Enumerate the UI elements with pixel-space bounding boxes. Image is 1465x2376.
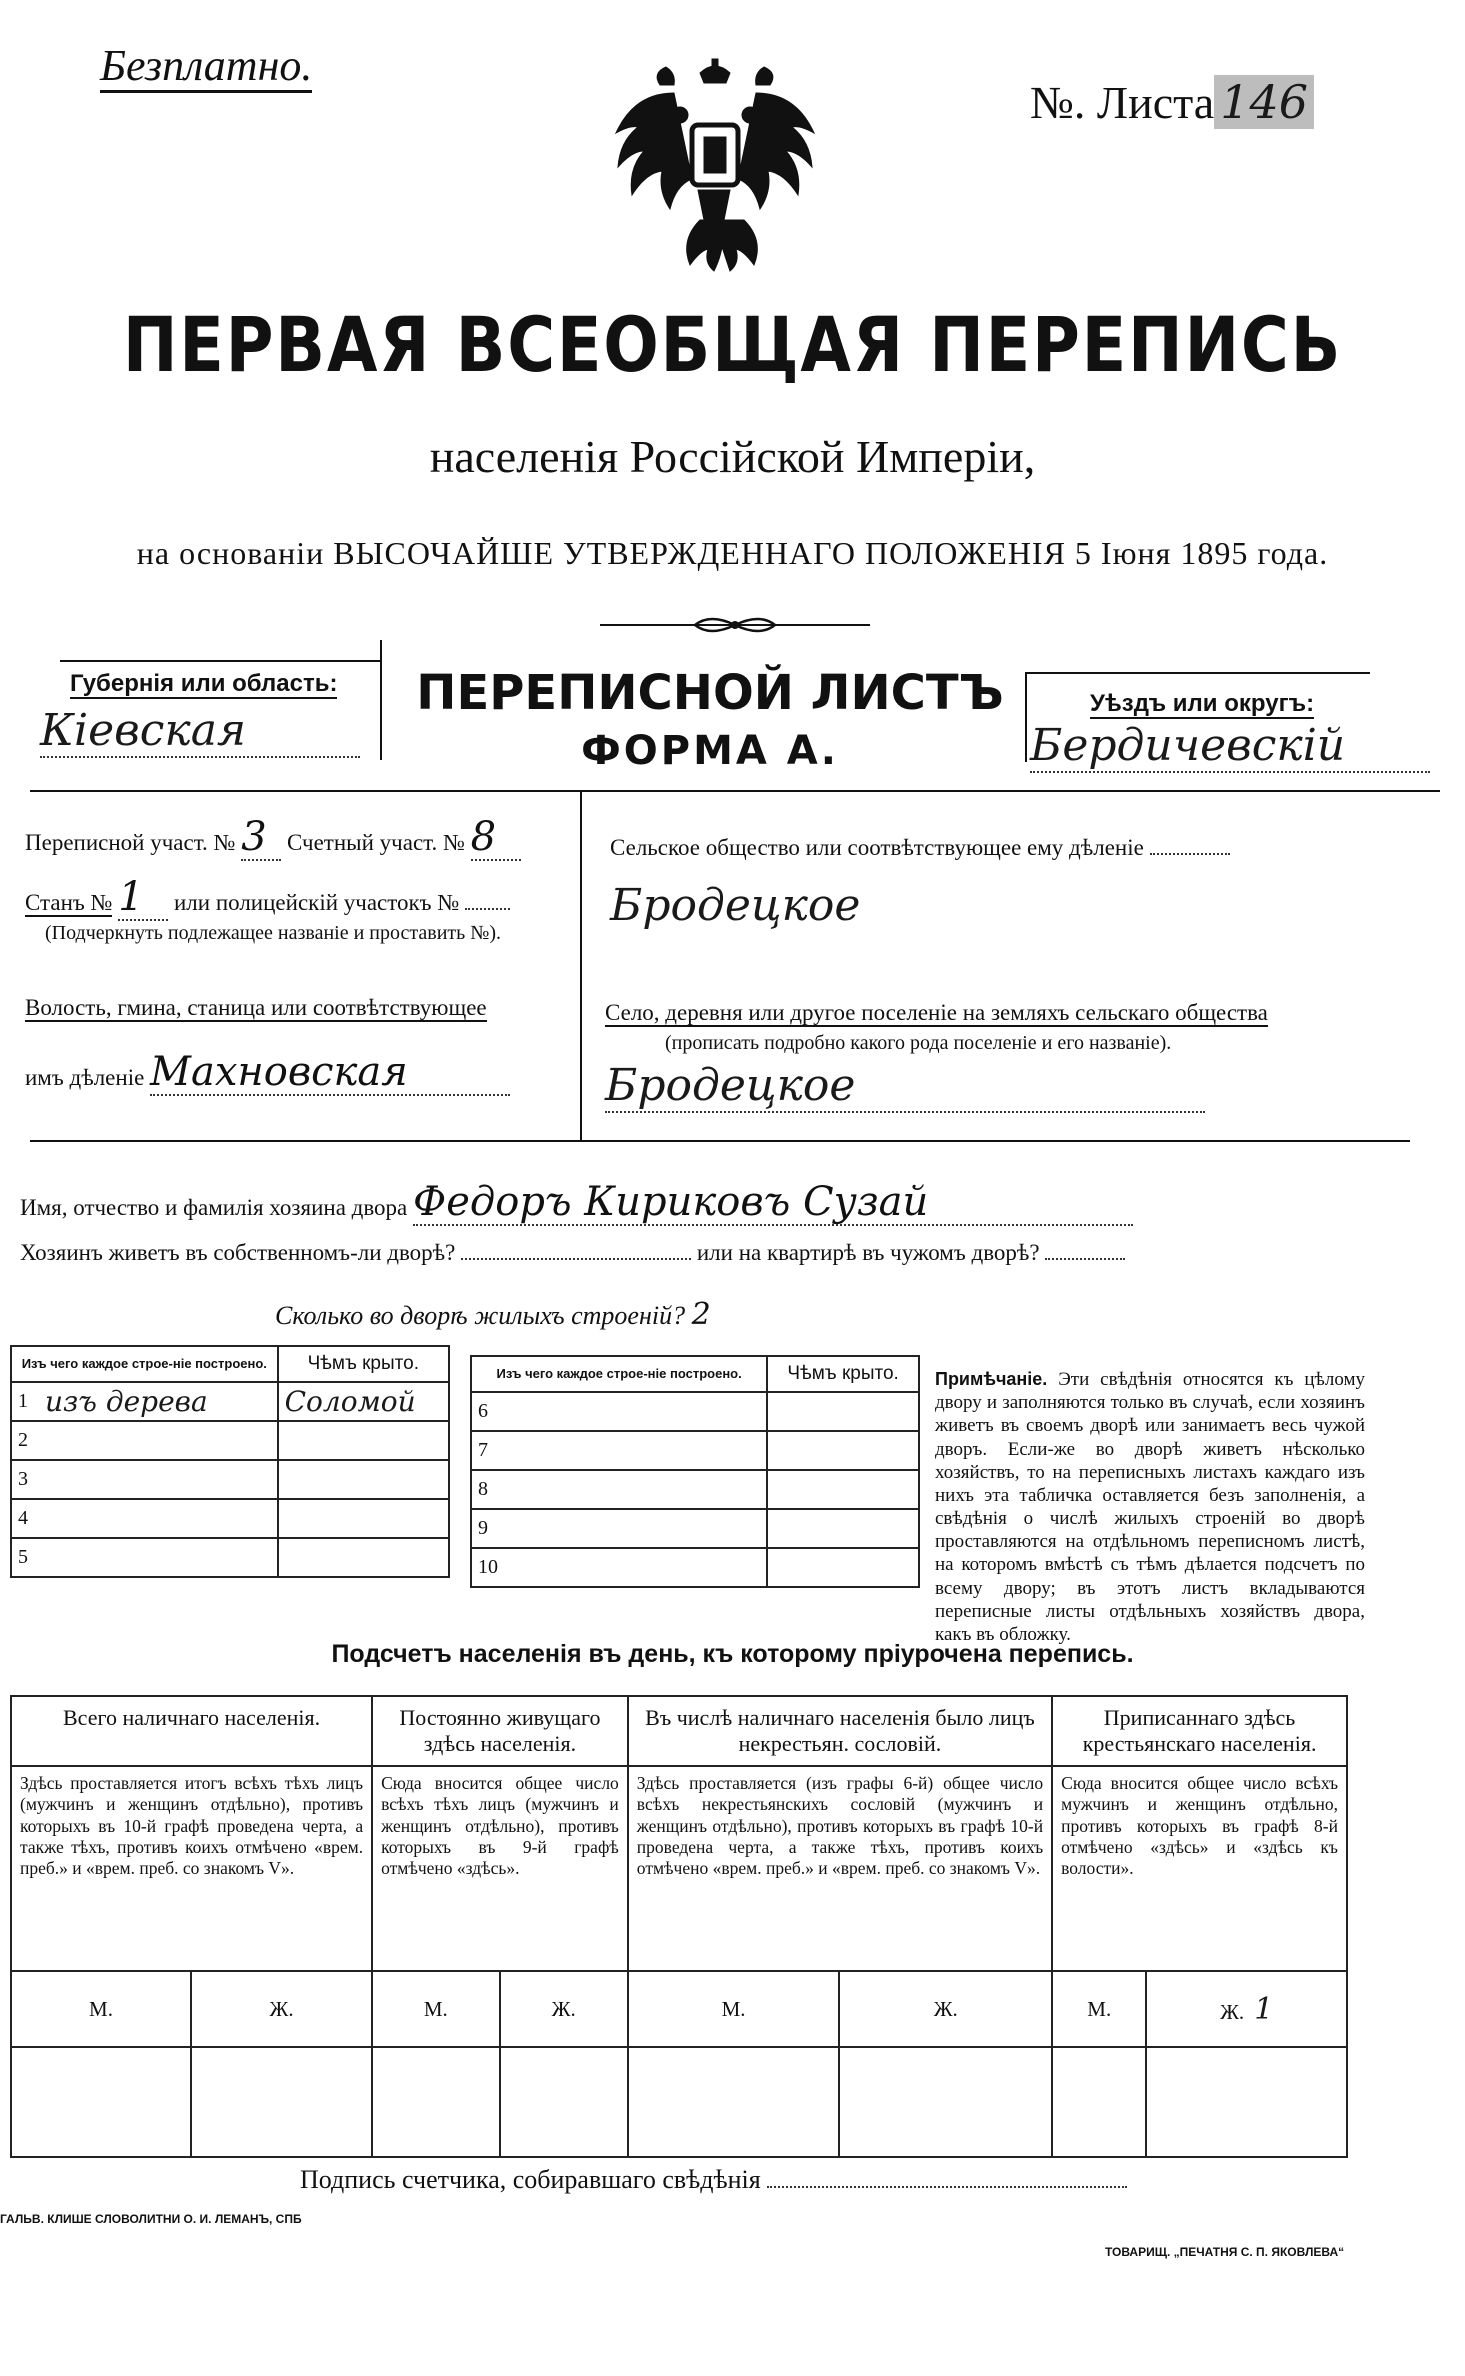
census-section-field: Переписной участ. № 3 Счетный участ. № 8 xyxy=(25,815,521,861)
table-row: 3 xyxy=(11,1460,449,1499)
sheet-number-value: 146 xyxy=(1214,75,1314,129)
pop-col-peasant-header: Приписаннаго здѣсь крестьянскаго населенія. xyxy=(1052,1696,1347,1766)
table-row: 7 xyxy=(471,1431,919,1470)
volost-label: Волость, гмина, станица или соотвѣтствующее xyxy=(25,995,487,1020)
pop-col-permanent-desc: Сюда вносится общее число всѣхъ тѣхъ лицъ (мужчинъ и женщинъ отдѣльно), противъ которыхъ въ 9-й графѣ отмѣчено «здѣсь». xyxy=(372,1766,628,1971)
district-value[interactable]: Бердичевскій xyxy=(1030,720,1430,773)
sheet-number-label: №. Листа xyxy=(1030,77,1215,128)
village-label: Село, деревня или другое поселеніе на земляхъ сельскаго общества xyxy=(605,1000,1268,1025)
table-row: 6 xyxy=(471,1392,919,1431)
pop-col-peasant-desc: Сюда вносится общее число всѣхъ мужчинъ и женщинъ отдѣльно, противъ которыхъ въ графѣ 8-й отмѣчено «здѣсь» и «здѣсь къ волости». xyxy=(1052,1766,1347,1971)
population-title: Подсчетъ населенія въ день, къ которому пріурочена перепись. xyxy=(331,1640,1134,1668)
basis-line: на основаніи ВЫСОЧАЙШЕ УТВЕРЖДЕННАГО ПОЛОЖЕНІЯ 5 Іюня 1895 года. xyxy=(136,535,1329,571)
male-label: М. xyxy=(11,1971,191,2047)
counting-section-value[interactable]: 8 xyxy=(471,815,521,861)
main-title: ПЕРВАЯ ВСЕОБЩАЯ ПЕРЕПИСЬ xyxy=(122,300,1343,389)
male-label: М. xyxy=(1052,1971,1146,2047)
female-label: Ж. xyxy=(191,1971,372,2047)
stan-value[interactable]: 1 xyxy=(118,875,168,921)
male-label: М. xyxy=(628,1971,840,2047)
col-roof-header: Чѣмъ крыто. xyxy=(278,1346,449,1382)
residence-field: Хозяинъ живетъ въ собственномъ-ли дворѣ? или на квартирѣ въ чужомъ дворѣ? xyxy=(20,1240,1125,1265)
total-male-value[interactable] xyxy=(11,2047,191,2157)
owner-value[interactable]: Федоръ Кириковъ Сузай xyxy=(413,1180,1133,1226)
note-text: Примѣчаніе. Эти свѣдѣнія относятся къ цѣлому двору и заполняются только въ случаѣ, если хозяинъ живетъ въ своемъ дворѣ или занимаетъ весь чужой дворъ. Если-же во дворѣ живетъ нѣсколько хозяйствъ, то на переписныхъ листахъ каждаго изъ нихъ эта табличка оставляется безъ заполненія, а свѣдѣнія о числѣ жилыхъ строеній во дворѣ проставляются на отдѣльномъ переписномъ листѣ, на которомъ вмѣстѣ съ тѣмъ дѣлается подсчетъ по всему двору; въ этотъ листъ вкладываются переписные листы отдѣльныхъ хозяйствъ двора, какъ въ обложку. xyxy=(935,1369,1365,1645)
police-section-value[interactable] xyxy=(465,908,510,910)
rent-value[interactable] xyxy=(1045,1258,1125,1260)
signature-field: Подпись счетчика, собиравшаго свѣдѣнія xyxy=(300,2165,1127,2195)
province-value[interactable]: Кіевская xyxy=(40,705,360,758)
table-row: 4 xyxy=(11,1499,449,1538)
imperial-eagle-emblem xyxy=(600,55,830,285)
printer-imprint-left: ГАЛЬВ. КЛИШЕ СЛОВОЛИТНИ О. И. ЛЕМАНЪ, СПБ xyxy=(0,2212,302,2226)
buildings-count-value[interactable]: 2 xyxy=(691,1297,711,1332)
form-title: ПЕРЕПИСНОЙ ЛИСТЪ xyxy=(416,665,1004,721)
sub-title: населенія Россійской Имперіи, xyxy=(429,431,1036,482)
sheet-number xyxy=(1030,75,1314,129)
table-row: 2 xyxy=(11,1421,449,1460)
buildings-table-right xyxy=(470,1355,920,1588)
pop-col-noncrest-header: Въ числѣ наличнаго населенія было лицъ некрестьян. сословій. xyxy=(628,1696,1052,1766)
peasant-female-cell[interactable] xyxy=(1146,2047,1347,2157)
stan-hint: (Подчеркнуть подлежащее названіе и проставить №). xyxy=(45,922,501,944)
permanent-female-value[interactable] xyxy=(500,2047,628,2157)
census-section-value[interactable]: 3 xyxy=(241,815,281,861)
female-peasant-value[interactable]: 1 xyxy=(1254,1991,1274,2027)
pop-col-total-desc: Здѣсь проставляется итогъ всѣхъ тѣхъ лицъ (мужчинъ и женщинъ отдѣльно), противъ которыхъ въ 10-й графѣ проведена черта, а также тѣхъ, противъ коихъ отмѣчено «врем. преб.» и «врем. преб. со знакомъ V». xyxy=(11,1766,372,1971)
table-row: 9 xyxy=(471,1509,919,1548)
volost-value[interactable]: Махновская xyxy=(150,1050,510,1096)
owner-field: Имя, отчество и фамилія хозяина двора Федоръ Кириковъ Сузай xyxy=(20,1180,1133,1226)
printer-imprint-right: ТОВАРИЩ. „ПЕЧАТНЯ С. П. ЯКОВЛЕВА“ xyxy=(1105,2245,1345,2259)
noncrest-male-value[interactable] xyxy=(628,2047,840,2157)
population-table xyxy=(10,1695,1348,2158)
buildings-table-left xyxy=(10,1345,450,1578)
buildings-count-field: Сколько во дворѣ жилыхъ строеній? 2 xyxy=(275,1298,732,1331)
own-yard-value[interactable] xyxy=(461,1258,691,1260)
peasant-male-value[interactable] xyxy=(1052,2047,1146,2157)
female-label: Ж. xyxy=(500,1971,628,2047)
village-hint: (прописать подробно какого рода поселеніе и его названіе). xyxy=(665,1032,1172,1054)
female-label: Ж. 1 xyxy=(1146,1971,1347,2047)
volost-field: имъ дѣленіе Махновская xyxy=(25,1050,510,1096)
male-label: М. xyxy=(372,1971,499,2047)
table-row: 8 xyxy=(471,1470,919,1509)
society-value[interactable]: Бродецкое xyxy=(610,880,861,931)
pop-col-permanent-header: Постоянно живущаго здѣсь населенія. xyxy=(372,1696,628,1766)
col-material-header: Изъ чего каждое строе-ніе построено. xyxy=(471,1356,767,1392)
village-value[interactable]: Бродецкое xyxy=(605,1060,1205,1113)
district-label: Уѣздъ или округъ: xyxy=(1090,690,1315,717)
table-row: 10 xyxy=(471,1548,919,1587)
col-material-header: Изъ чего каждое строе-ніе построено. xyxy=(11,1346,278,1382)
permanent-male-value[interactable] xyxy=(372,2047,499,2157)
free-label: Безплатно. xyxy=(100,40,312,91)
ornament-divider xyxy=(600,612,870,638)
col-roof-header: Чѣмъ крыто. xyxy=(767,1356,919,1392)
table-row: 5 xyxy=(11,1538,449,1577)
pop-col-noncrest-desc: Здѣсь проставляется (изъ графы 6-й) общее число всѣхъ некрестьянскихъ сословій (мужчинъ и женщинъ отдѣльно), противъ которыхъ въ графѣ 10-й проведена черта, а также тѣхъ, противъ коихъ отмѣчено «врем. преб.» и «врем. преб. со знакомъ V». xyxy=(628,1766,1052,1971)
province-label: Губернія или область: xyxy=(70,670,338,697)
signature-value[interactable] xyxy=(767,2186,1127,2188)
table-row: 1 изъ дерева Соломой xyxy=(11,1382,449,1421)
pop-col-total-header: Всего наличнаго населенія. xyxy=(11,1696,372,1766)
total-female-value[interactable] xyxy=(191,2047,372,2157)
society-field: Сельское общество или соотвѣтствующее ему дѣленіе xyxy=(610,835,1230,860)
form-subtitle: ФОРМА А. xyxy=(581,728,839,774)
female-label: Ж. xyxy=(839,1971,1052,2047)
stan-field: Станъ № 1 или полицейскій участокъ № xyxy=(25,875,510,921)
noncrest-female-value[interactable] xyxy=(839,2047,1052,2157)
